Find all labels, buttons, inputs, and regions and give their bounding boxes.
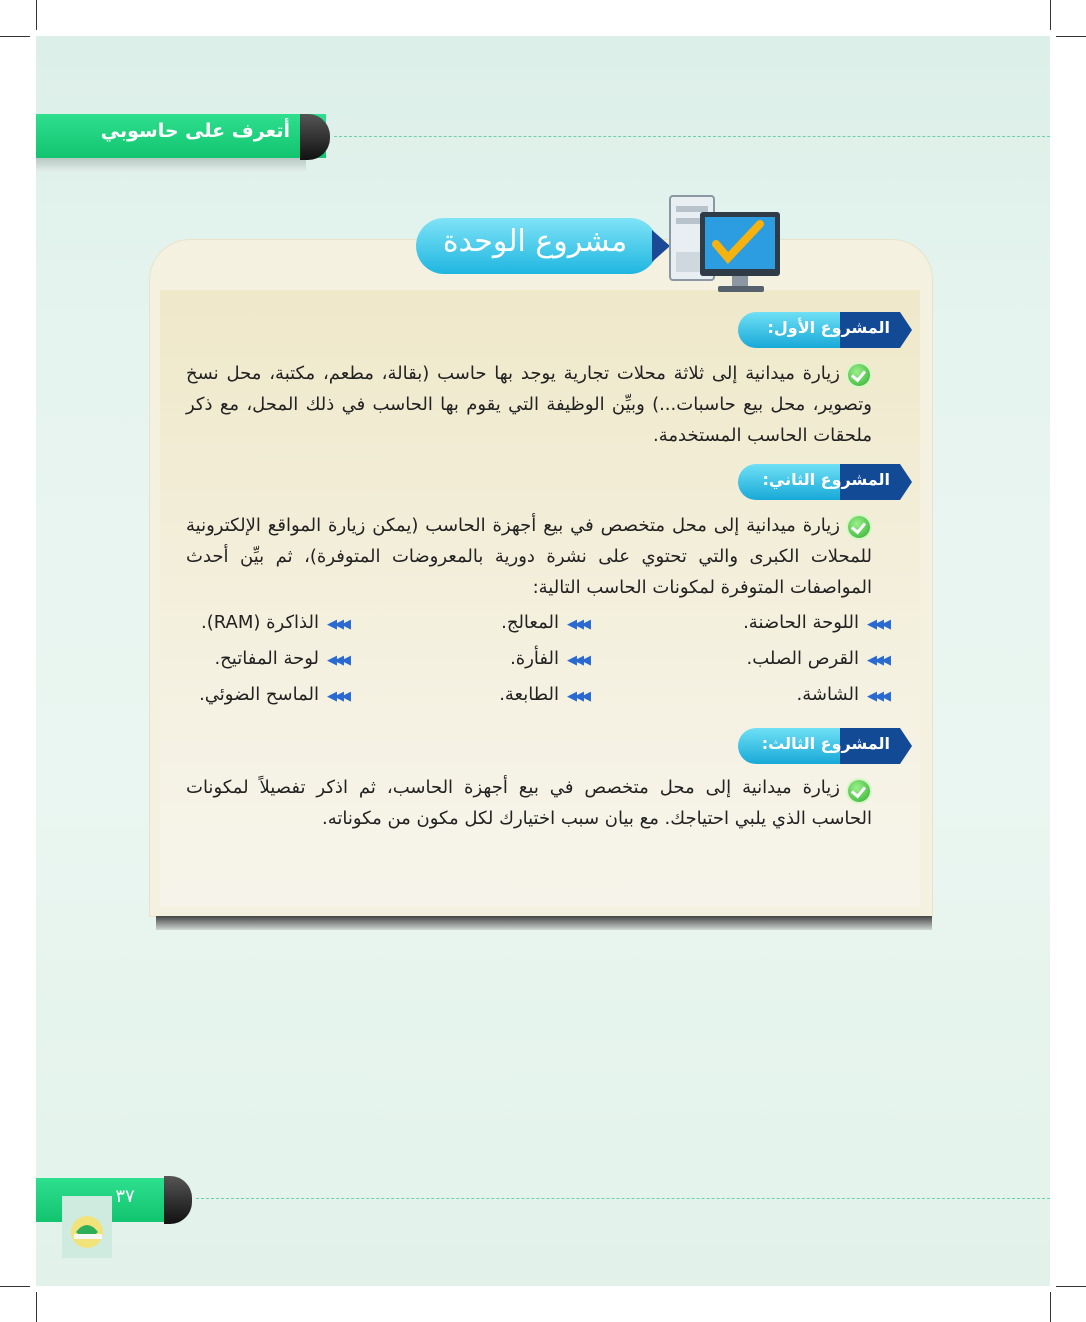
component-item: ◀◀◀الماسح الضوئي. bbox=[199, 684, 348, 705]
project-3-label: المشروع الثالث: bbox=[761, 734, 890, 753]
arrows-bullet-icon: ◀◀◀ bbox=[867, 653, 888, 668]
chapter-title: أتعرف على حاسوبي bbox=[100, 120, 290, 142]
arrows-bullet-icon: ◀◀◀ bbox=[567, 689, 588, 704]
arrows-bullet-icon: ◀◀◀ bbox=[567, 617, 588, 632]
project-2-label: المشروع الثاني: bbox=[762, 470, 890, 489]
crop-mark bbox=[0, 1286, 30, 1287]
page-number: ٣٧ bbox=[115, 1186, 135, 1207]
crop-mark bbox=[36, 0, 37, 30]
footer-divider bbox=[196, 1198, 1050, 1199]
crop-mark bbox=[1050, 0, 1051, 30]
component-item: ◀◀◀الطابعة. bbox=[499, 684, 588, 705]
project-2-label-arrow bbox=[900, 464, 912, 500]
component-item: ◀◀◀الفأرة. bbox=[510, 648, 588, 669]
crop-mark bbox=[36, 1292, 37, 1322]
header-divider bbox=[334, 136, 1050, 137]
arrows-bullet-icon: ◀◀◀ bbox=[327, 653, 348, 668]
arrows-bullet-icon: ◀◀◀ bbox=[867, 689, 888, 704]
arrows-bullet-icon: ◀◀◀ bbox=[867, 617, 888, 632]
component-item: ◀◀◀اللوحة الحاضنة. bbox=[743, 612, 888, 633]
crop-mark bbox=[1050, 1292, 1051, 1322]
crop-mark bbox=[0, 36, 30, 37]
arrows-bullet-icon: ◀◀◀ bbox=[567, 653, 588, 668]
publisher-logo-icon bbox=[62, 1196, 112, 1258]
card-shadow bbox=[156, 916, 932, 930]
crop-mark bbox=[1056, 36, 1086, 37]
project-3-label-arrow bbox=[900, 728, 912, 764]
component-item: ◀◀◀القرص الصلب. bbox=[746, 648, 888, 669]
header-shadow bbox=[36, 158, 306, 172]
component-item: ◀◀◀لوحة المفاتيح. bbox=[214, 648, 348, 669]
arrows-bullet-icon: ◀◀◀ bbox=[327, 617, 348, 632]
component-item: ◀◀◀المعالج. bbox=[501, 612, 588, 633]
project-3-text: زيارة ميدانية إلى محل متخصص في بيع أجهزة الحاسب، ثم اذكر تفصيلاً لمكونات الحاسب الذي يلبي احتياجك. مع بيان سبب اختيارك لكل مكون من مكوناته. bbox=[186, 777, 872, 829]
project-1-label: المشروع الأول: bbox=[767, 318, 890, 337]
unit-title: مشروع الوحدة bbox=[442, 224, 628, 259]
project-1-text: زيارة ميدانية إلى ثلاثة محلات تجارية يوجد بها حاسب (بقالة، مطعم، مكتبة، محل نسخ وتصوير، محل بيع حاسبات...) وبيِّن الوظيفة التي يقوم بها الحاسب في ذلك المحل، مع ذكر ملحقات الحاسب المستخدمة. bbox=[186, 363, 872, 446]
component-item: ◀◀◀الشاشة. bbox=[796, 684, 888, 705]
project-1-label-arrow bbox=[900, 312, 912, 348]
component-item: ◀◀◀الذاكرة (RAM). bbox=[201, 612, 348, 633]
computer-icon bbox=[664, 192, 784, 302]
arrows-bullet-icon: ◀◀◀ bbox=[327, 689, 348, 704]
project-2-text: زيارة ميدانية إلى محل متخصص في بيع أجهزة الحاسب (يمكن زيارة المواقع الإلكترونية للمحلات الكبرى والتي تحتوي على نشرة دورية بالمعروضات المتوفرة)، ثم بيِّن أحدث المواصفات المتوفرة لمكونات الحاسب التالية: bbox=[186, 515, 872, 598]
crop-mark bbox=[1056, 1286, 1086, 1287]
